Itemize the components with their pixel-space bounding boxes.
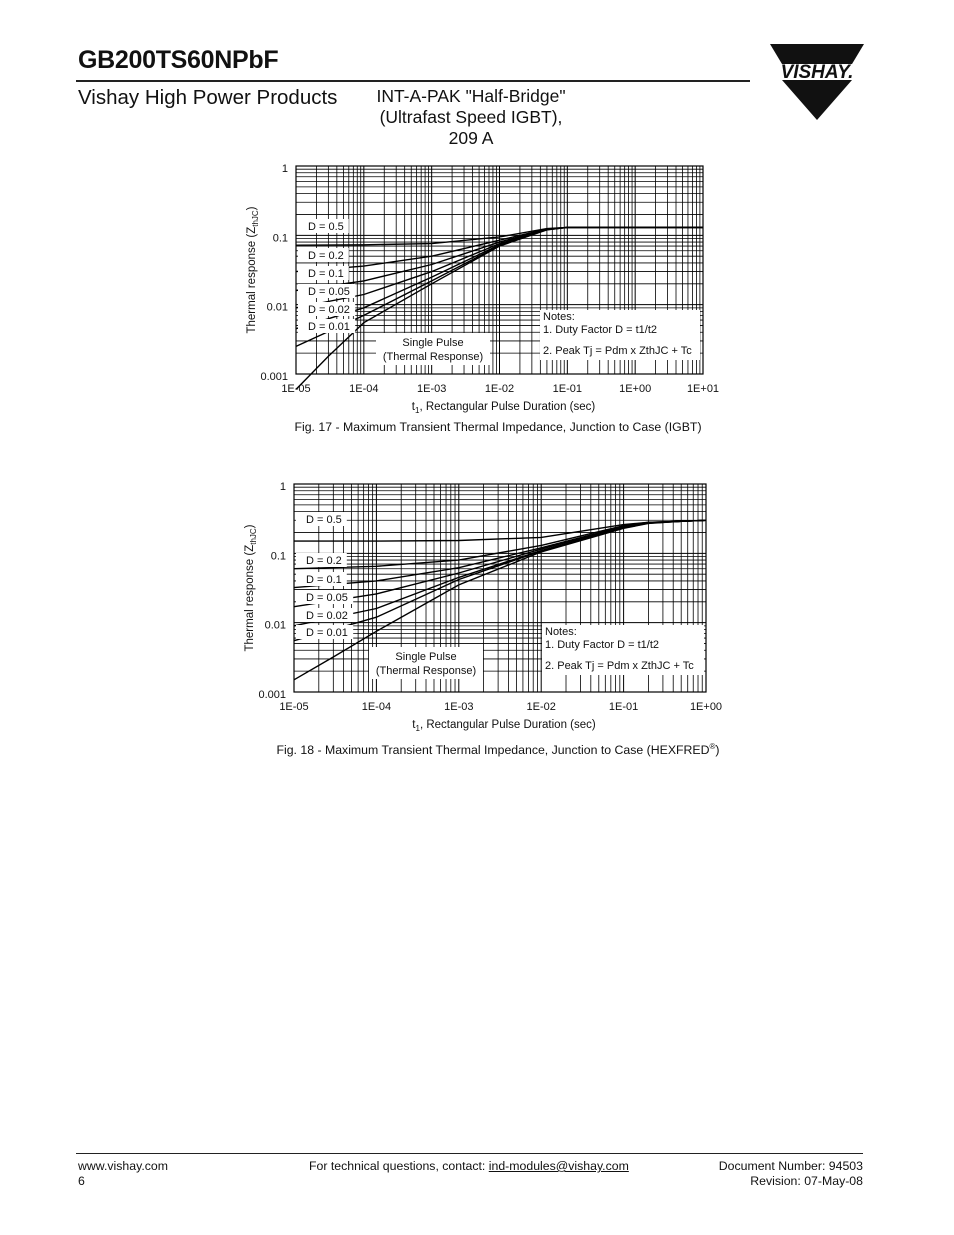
fig17-y-tick-label: 0.001 [260,371,288,383]
fig18-series-label: D = 0.1 [306,574,342,586]
footer-document-number: Document Number: 94503 [718,1159,863,1173]
fig18-series-label: D = 0.01 [306,627,348,639]
fig17-x-tick-label: 1E-04 [349,383,379,395]
fig17-series-label: D = 0.1 [308,268,344,280]
fig17-x-tick-label: 1E-03 [416,383,447,395]
fig17-series-label: D = 0.02 [308,304,350,316]
part-number-title: GB200TS60NPbF [78,46,279,74]
fig18-x-tick-label: 1E-05 [279,701,309,713]
fig17-x-tick-label: 1E-05 [281,383,311,395]
fig18-series-label: D = 0.02 [306,610,348,622]
fig17-note-line: Notes: [543,311,575,323]
fig18-single-pulse-label: (Thermal Response) [375,665,477,677]
fig18-x-tick-label: 1E+00 [689,701,723,713]
fig18-x-tick-label: 1E-04 [361,701,392,713]
fig18-single-pulse-label: Single Pulse [395,651,457,663]
fig18-series-label: D = 0.05 [306,592,348,604]
fig18-y-tick-label: 0.001 [258,689,286,701]
fig17-y-tick-label: 1 [281,163,288,175]
fig18-y-tick-label: 0.1 [270,550,286,563]
vishay-logo [766,44,868,120]
fig17-y-axis-label: Thermal response $(Z_{thJC})$ [246,206,260,334]
footer-email-link[interactable]: ind-modules@vishay.com [488,1159,629,1173]
footer-contact-text: For technical questions, contact: [309,1159,489,1173]
footer-website-link[interactable]: www.vishay.com [78,1159,168,1173]
fig17-series-label: D = 0.5 [308,221,344,233]
footer-contact [309,1159,629,1174]
division-name: Vishay High Power Products [78,86,338,109]
fig17-x-tick-label: 1E+01 [686,383,720,395]
fig17-series-label: D = 0.2 [308,250,344,262]
fig18-series-line [294,520,706,587]
registered-mark: ® [709,742,716,751]
fig17-x-axis-label: $t_1$, Rectangular Pulse Duration (sec) [411,401,596,415]
fig18-note-line: 1. Duty Factor D = t1/t2 [545,639,660,651]
fig17-y-tick-label: 0.1 [272,232,288,245]
fig17-caption: Fig. 17 - Maximum Transient Thermal Impedance, Junction to Case (IGBT) [294,420,702,434]
fig18-caption-end: ) [715,743,720,758]
footer-revision: Revision: 07-May-08 [750,1173,863,1188]
fig17-x-tick-label: 1E-02 [484,383,515,395]
fig18-caption-text: Fig. 18 - Maximum Transient Thermal Impedance, Junction to Case (HEXFRED [276,743,710,758]
fig17-thermal-impedance-chart [230,158,740,416]
fig17-series-label: D = 0.05 [308,286,350,298]
fig18-y-axis-label: Thermal response $(Z_{thJC})$ [244,524,258,652]
fig18-x-tick-label: 1E-02 [526,701,556,713]
fig18-y-tick-label: 1 [279,481,286,493]
fig18-x-tick-label: 1E-03 [444,701,474,713]
fig17-single-pulse-label: Single Pulse [402,337,464,349]
fig18-x-tick-label: 1E-01 [608,701,639,713]
fig17-y-tick-label: 0.01 [266,301,288,314]
logo-wordmark: VISHAY. [780,62,854,83]
fig18-note-line: Notes: [545,626,577,638]
fig18-x-axis-label: $t_1$, Rectangular Pulse Duration (sec) [412,719,596,733]
fig17-note-line: 1. Duty Factor D = t1/t2 [543,324,658,336]
footer-left [78,1159,168,1188]
product-line-1: INT-A-PAK "Half-Bridge" [376,86,566,106]
fig18-series-label: D = 0.2 [306,555,342,567]
footer-doc-info [640,1159,863,1188]
fig17-single-pulse-label: (Thermal Response) [382,351,484,363]
fig18-thermal-impedance-chart [230,476,740,738]
footer-page-number: 6 [78,1173,85,1188]
product-description [358,86,584,149]
fig17-x-tick-label: 1E+00 [619,383,652,395]
product-line-2: (Ultrafast Speed IGBT), [379,107,563,127]
fig18-note-line: 2. Peak Tj = Pdm x ZthJC + Tc [545,660,694,672]
footer-rule [76,1153,863,1154]
fig17-series-label: D = 0.01 [308,321,350,333]
fig17-note-line: 2. Peak Tj = Pdm x ZthJC + Tc [543,345,692,357]
fig18-series-line [294,520,706,626]
fig18-y-tick-label: 0.01 [264,619,286,632]
fig18-series-label: D = 0.5 [306,514,342,526]
fig17-x-tick-label: 1E-01 [552,383,583,395]
product-line-3: 209 A [448,128,494,148]
header-rule [76,80,750,82]
fig18-caption [200,742,796,757]
